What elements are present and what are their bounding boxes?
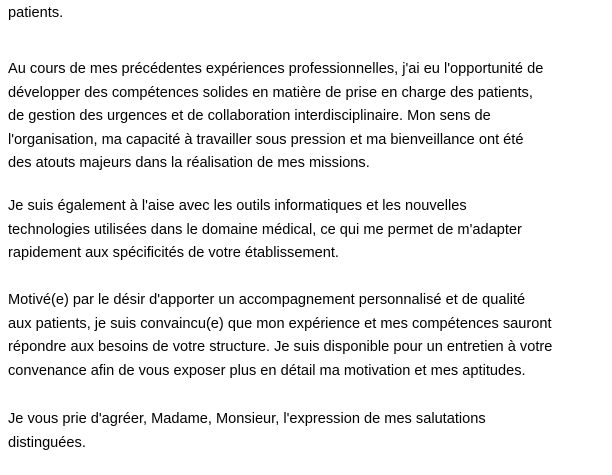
text-line: développer des compétences solides en matière de prise en charge des patients, [8, 84, 533, 101]
text-line: Je vous prie d'agréer, Madame, Monsieur, l'expression de mes salutations [8, 411, 486, 427]
text-line: l'organisation, ma capacité à travailler sous pression et ma bienveillance ont été [8, 131, 524, 148]
text-line: distinguées. [8, 434, 86, 451]
text-line: des atouts majeurs dans la réalisation de mes missions. [8, 155, 370, 171]
text-line: de gestion des urgences et de collaboration interdisciplinaire. Mon sens de [8, 108, 491, 124]
text-line: technologies utilisées dans le domaine médical, ce qui me permet de m'adapter [8, 221, 522, 238]
paragraph-it-skills [8, 195, 522, 266]
text-line: rapidement aux spécificités de votre établissement. [8, 245, 339, 261]
text-line: Je suis également à l'aise avec les outils informatiques et les nouvelles [8, 198, 467, 214]
text-line: répondre aux besoins de votre structure. Je suis disponible pour un entretien à votre [8, 339, 553, 355]
text-line: aux patients, je suis convaincu(e) que mon expérience et mes compétences sauront [8, 315, 552, 332]
paragraph-motivation [8, 289, 552, 383]
text-line: Au cours de mes précédentes expériences professionnelles, j'ai eu l'opportunité de [8, 61, 544, 77]
paragraph-intro-tail [8, 2, 63, 26]
text-line: Motivé(e) par le désir d'apporter un accompagnement personnalisé et de qualité [8, 292, 526, 308]
text-line: convenance afin de vous exposer plus en détail ma motivation et mes aptitudes. [8, 362, 526, 379]
paragraph-experience [8, 58, 543, 176]
text-line: patients. [8, 5, 64, 21]
paragraph-closing [8, 408, 486, 455]
